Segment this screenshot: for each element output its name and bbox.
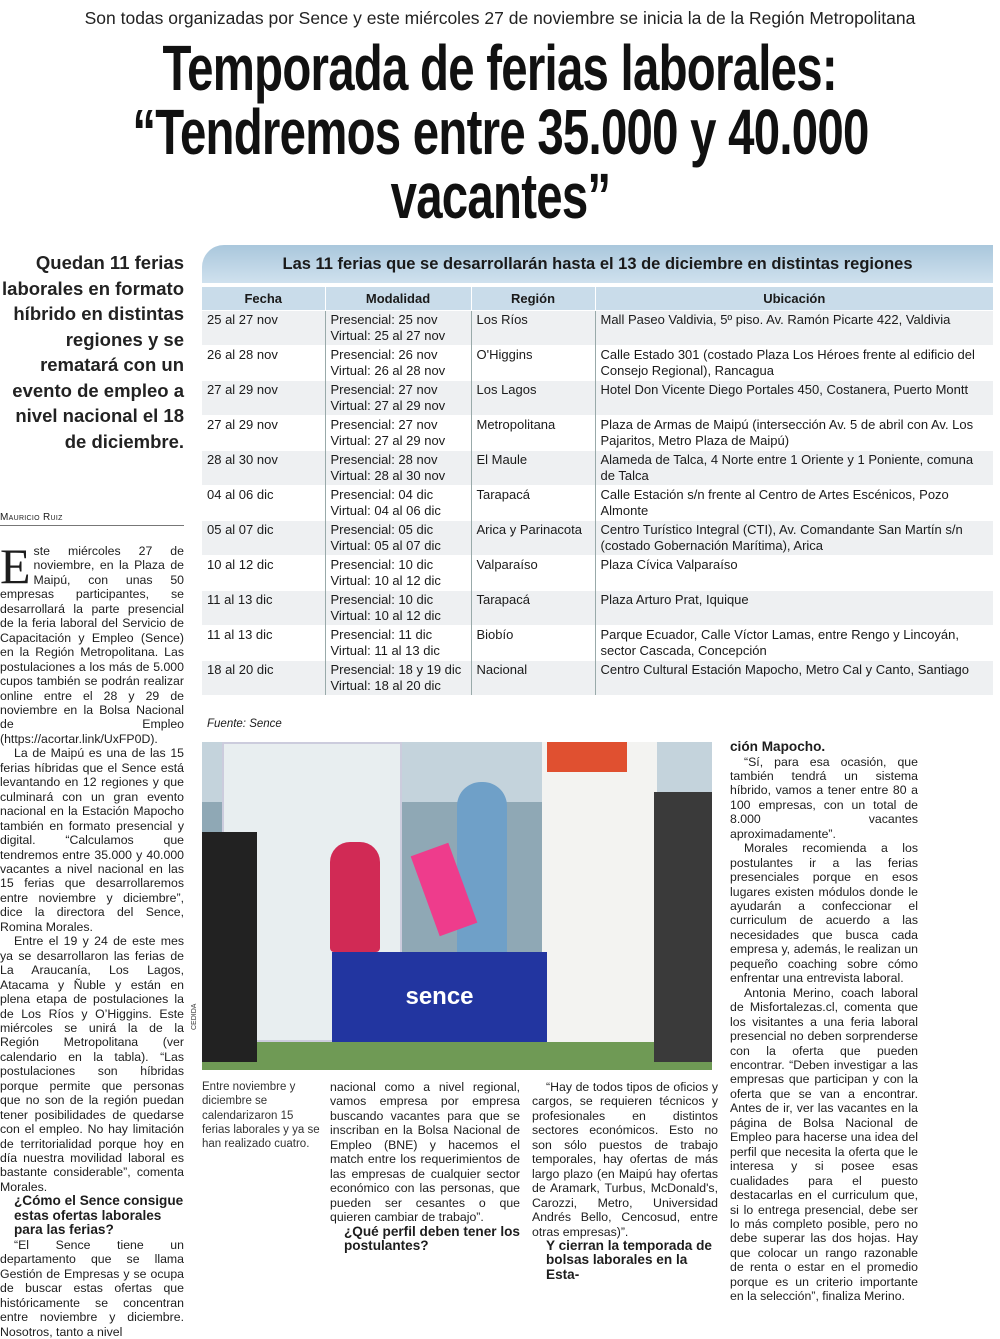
subheading: Y cierran la temporada de bolsas laborales en la Esta-: [546, 1237, 712, 1282]
drop-cap: E: [0, 538, 31, 594]
paragraph: Morales recomienda a los postulantes ir a las ferias presenciales porque en esos lugares existen módulos donde le ayudarán a confeccionar el curriculum de acuerdo a las necesidades que busca cada empresa y, además, le realizan un pequeño coaching sobre cómo enfrentar una entrevista laboral.: [730, 841, 918, 986]
headline-line-3: vacantes”: [390, 160, 610, 232]
cell-modalidad: Presencial: 05 dic Virtual: 05 al 07 dic: [325, 520, 471, 555]
table-row: [202, 450, 993, 485]
cell-modalidad: Presencial: 11 dic Virtual: 11 al 13 dic: [325, 625, 471, 660]
paragraph: nacional como a nivel regional, vamos empresa por empresa buscando vacantes para que se inscriban en la Bolsa Nacional de Empleo (BNE) y hacemos el match entre los requerimientos de las empresas de cualquier sector económico con las personas, que pueden ser cesantes o que quieren cambiar de trabajo”.: [330, 1080, 520, 1225]
event-photo: [202, 742, 712, 1070]
table-row: [202, 660, 993, 695]
cell-ubicacion: Plaza Arturo Prat, Iquique: [595, 590, 993, 625]
cell-modalidad: Presencial: 10 dic Virtual: 10 al 12 dic: [325, 590, 471, 625]
paragraph: “Hay de todos tipos de oficios y cargos, se requieren técnicos y profesionales en distintos sectores económicos. Esto no son sólo puestos de trabajo temporales, hay ofertas de más largo plazo (en Maipú hay ofertas de Aramark, Turbus, McDonald's, Carozzi, Metro, Universidad Andrés Bello, Cencosud, entre otras empresas)”.: [532, 1080, 718, 1239]
cell-fecha: 05 al 07 dic: [202, 520, 325, 555]
cell-region: O'Higgins: [471, 345, 595, 380]
cell-region: Valparaíso: [471, 555, 595, 590]
cell-ubicacion: Mall Paseo Valdivia, 5º piso. Av. Ramón Picarte 422, Valdivia: [595, 310, 993, 345]
cell-modalidad: Presencial: 27 nov Virtual: 27 al 29 nov: [325, 380, 471, 415]
body-column-2: [330, 1080, 520, 1254]
cell-region: El Maule: [471, 450, 595, 485]
cell-region: Tarapacá: [471, 590, 595, 625]
paragraph: “El Sence tiene un departamento que se llama Gestión de Empresas y se ocupa de buscar estas ofertas que históricamente se concentran entre noviembre y diciembre. Nosotros, tanto a nivel: [0, 1237, 184, 1339]
byline: Mauricio Ruiz: [0, 512, 184, 526]
table-row: [202, 520, 993, 555]
cell-modalidad: Presencial: 04 dic Virtual: 04 al 06 dic: [325, 485, 471, 520]
cell-fecha: 26 al 28 nov: [202, 345, 325, 380]
cell-fecha: 11 al 13 dic: [202, 625, 325, 660]
table-row: [202, 485, 993, 520]
cell-fecha: 27 al 29 nov: [202, 415, 325, 450]
cell-fecha: 25 al 27 nov: [202, 310, 325, 345]
col-header-modalidad: Modalidad: [325, 287, 471, 310]
cell-ubicacion: Centro Cultural Estación Mapocho, Metro Cal y Canto, Santiago: [595, 660, 993, 695]
table-row: [202, 555, 993, 590]
col-header-ubicacion: Ubicación: [595, 287, 993, 310]
headline-line-2: “Tendremos entre 35.000 y 40.000: [131, 96, 869, 168]
table-row: [202, 345, 993, 380]
cell-modalidad: Presencial: 27 nov Virtual: 27 al 29 nov: [325, 415, 471, 450]
cell-fecha: 18 al 20 dic: [202, 660, 325, 695]
photo-caption: Entre noviembre y diciembre se calendarizaron 15 ferias laborales y ya se han realizado cuatro.: [202, 1081, 320, 1151]
col-header-region: Región: [471, 287, 595, 310]
table-row: [202, 590, 993, 625]
cell-region: Los Ríos: [471, 310, 595, 345]
table-row: [202, 380, 993, 415]
cell-modalidad: Presencial: 25 nov Virtual: 25 al 27 nov: [325, 310, 471, 345]
cell-ubicacion: Calle Estación s/n frente al Centro de Artes Escénicos, Pozo Almonte: [595, 485, 993, 520]
subheading-continued: ción Mapocho.: [730, 739, 826, 754]
photo-credit: CEDIDA: [191, 1003, 198, 1030]
table-row: [202, 625, 993, 660]
paragraph: Antonia Merino, coach laboral de Misfortalezas.cl, comenta que los visitantes a una feria laboral presencial no deben sorprenderse con la oferta que pueden encontrar. “Deben investigar a las empresas que participan y con la oferta que se van a encontrar. Antes de ir, ver las vacantes en la página de Bolsa Nacional de Empleo para hacerse una idea del perfil que necesita la oferta que le interesa y si posee esas cualidades para el puesto destacarlas en el curriculum que, si lo entrega presencial, debe ser lo más completo posible, pero no debe superar las dos hojas. Hay que colocar un rango razonable de renta o estar en el promedio porque es un criterio importante en la selección”, finaliza Merino.: [730, 985, 918, 1304]
cell-ubicacion: Alameda de Talca, 4 Norte entre 1 Oriente y 1 Poniente, comuna de Talca: [595, 450, 993, 485]
cell-region: Nacional: [471, 660, 595, 695]
cell-fecha: 11 al 13 dic: [202, 590, 325, 625]
cell-region: Los Lagos: [471, 380, 595, 415]
deck: Quedan 11 ferias laborales en formato híbrido en distintas regiones y se rematará con un evento de empleo a nivel nacional el 18 de diciembre.: [2, 252, 184, 452]
cell-modalidad: Presencial: 18 y 19 dic Virtual: 18 al 20 dic: [325, 660, 471, 695]
body-column-1: [0, 538, 184, 1339]
subheading: ¿Qué perfil deben tener los postulantes?: [344, 1223, 520, 1254]
cell-region: Biobío: [471, 625, 595, 660]
table-source: Fuente: Sence: [207, 718, 282, 730]
kicker: Son todas organizadas por Sence y este miércoles 27 de noviembre se inicia la de la Región Metropolitana: [84, 8, 916, 28]
cell-modalidad: Presencial: 28 nov Virtual: 28 al 30 nov: [325, 450, 471, 485]
cell-ubicacion: Parque Ecuador, Calle Víctor Lamas, entre Rengo y Lincoyán, sector Cascada, Concepción: [595, 625, 993, 660]
paragraph: ste miércoles 27 de noviembre, en la Plaza de Maipú, con unas 50 empresas participantes, se desarrollará la parte presencial de la feria laboral del Servicio de Capacitación y Empleo (Sence) en la Región Metropolitana. Las postulaciones a los más de 5.000 cupos también se podrán realizar online entre el 28 y 29 de noviembre en la Bolsa Nacional de Empleo (https://acortar.link/UxFP0D).: [0, 544, 184, 746]
cell-ubicacion: Plaza de Armas de Maipú (intersección Av. 5 de abril con Av. Los Pajaritos, Metro Plaza de Maipú): [595, 415, 993, 450]
cell-modalidad: Presencial: 10 dic Virtual: 10 al 12 dic: [325, 555, 471, 590]
cell-ubicacion: Hotel Don Vicente Diego Portales 450, Costanera, Puerto Montt: [595, 380, 993, 415]
cell-ubicacion: Calle Estado 301 (costado Plaza Los Héroes frente al edificio del Consejo Regional), Rancagua: [595, 345, 993, 380]
cell-modalidad: Presencial: 26 nov Virtual: 26 al 28 nov: [325, 345, 471, 380]
cell-ubicacion: Plaza Cívica Valparaíso: [595, 555, 993, 590]
body-column-4: [730, 740, 918, 1304]
cell-fecha: 27 al 29 nov: [202, 380, 325, 415]
paragraph: “Sí, para esa ocasión, que también tendrá un sistema híbrido, vamos a tener entre 80 a 100 empresas, con un total de 8.000 vacantes aproximadamente”.: [730, 754, 918, 841]
subheading: ¿Cómo el Sence consigue estas ofertas laborales para las ferias?: [14, 1193, 184, 1238]
booth-sign: sence: [332, 952, 547, 1042]
fairs-table: [202, 287, 993, 695]
table-title: Las 11 ferias que se desarrollarán hasta el 13 de diciembre en distintas regiones: [202, 245, 993, 283]
cell-region: Metropolitana: [471, 415, 595, 450]
cell-region: Tarapacá: [471, 485, 595, 520]
table-row: [202, 415, 993, 450]
body-column-3: [532, 1080, 718, 1282]
cell-fecha: 28 al 30 nov: [202, 450, 325, 485]
paragraph: Entre el 19 y 24 de este mes ya se desarrollaron las ferias de La Araucanía, Los Lagos, Atacama y Ñuble y están en plena etapa de postulaciones la de Los Ríos y O’Higgins. Este miércoles se unirá la de la Región Metropolitana (ver calendario en la tabla). “Las postulaciones son híbridas porque permite que personas que no son de la región puedan tener posibilidades de quedarse con el empleo. No hay limitación de territorialidad porque hoy en día nuestra movilidad laboral es bastante considerable”, comenta Morales.: [0, 934, 184, 1194]
cell-region: Arica y Parinacota: [471, 520, 595, 555]
paragraph: La de Maipú es una de las 15 ferias híbridas que el Sence está levantando en 12 regiones y que culminará con un gran evento nacional en la Estación Mapocho también en formato presencial y digital. “Calculamos que tendremos entre 35.000 y 40.000 vacantes a nivel nacional en las 15 ferias que desarrollaremos entre noviembre y diciembre”, dice la directora del Sence, Romina Morales.: [0, 746, 184, 934]
headline-line-1: Temporada de ferias laborales:: [162, 32, 838, 104]
cell-fecha: 10 al 12 dic: [202, 555, 325, 590]
cell-fecha: 04 al 06 dic: [202, 485, 325, 520]
cell-ubicacion: Centro Turístico Integral (CTI), Av. Comandante San Martín s/n (costado Gobernación Marítima), Arica: [595, 520, 993, 555]
table-row: [202, 310, 993, 345]
col-header-fecha: Fecha: [202, 287, 325, 310]
